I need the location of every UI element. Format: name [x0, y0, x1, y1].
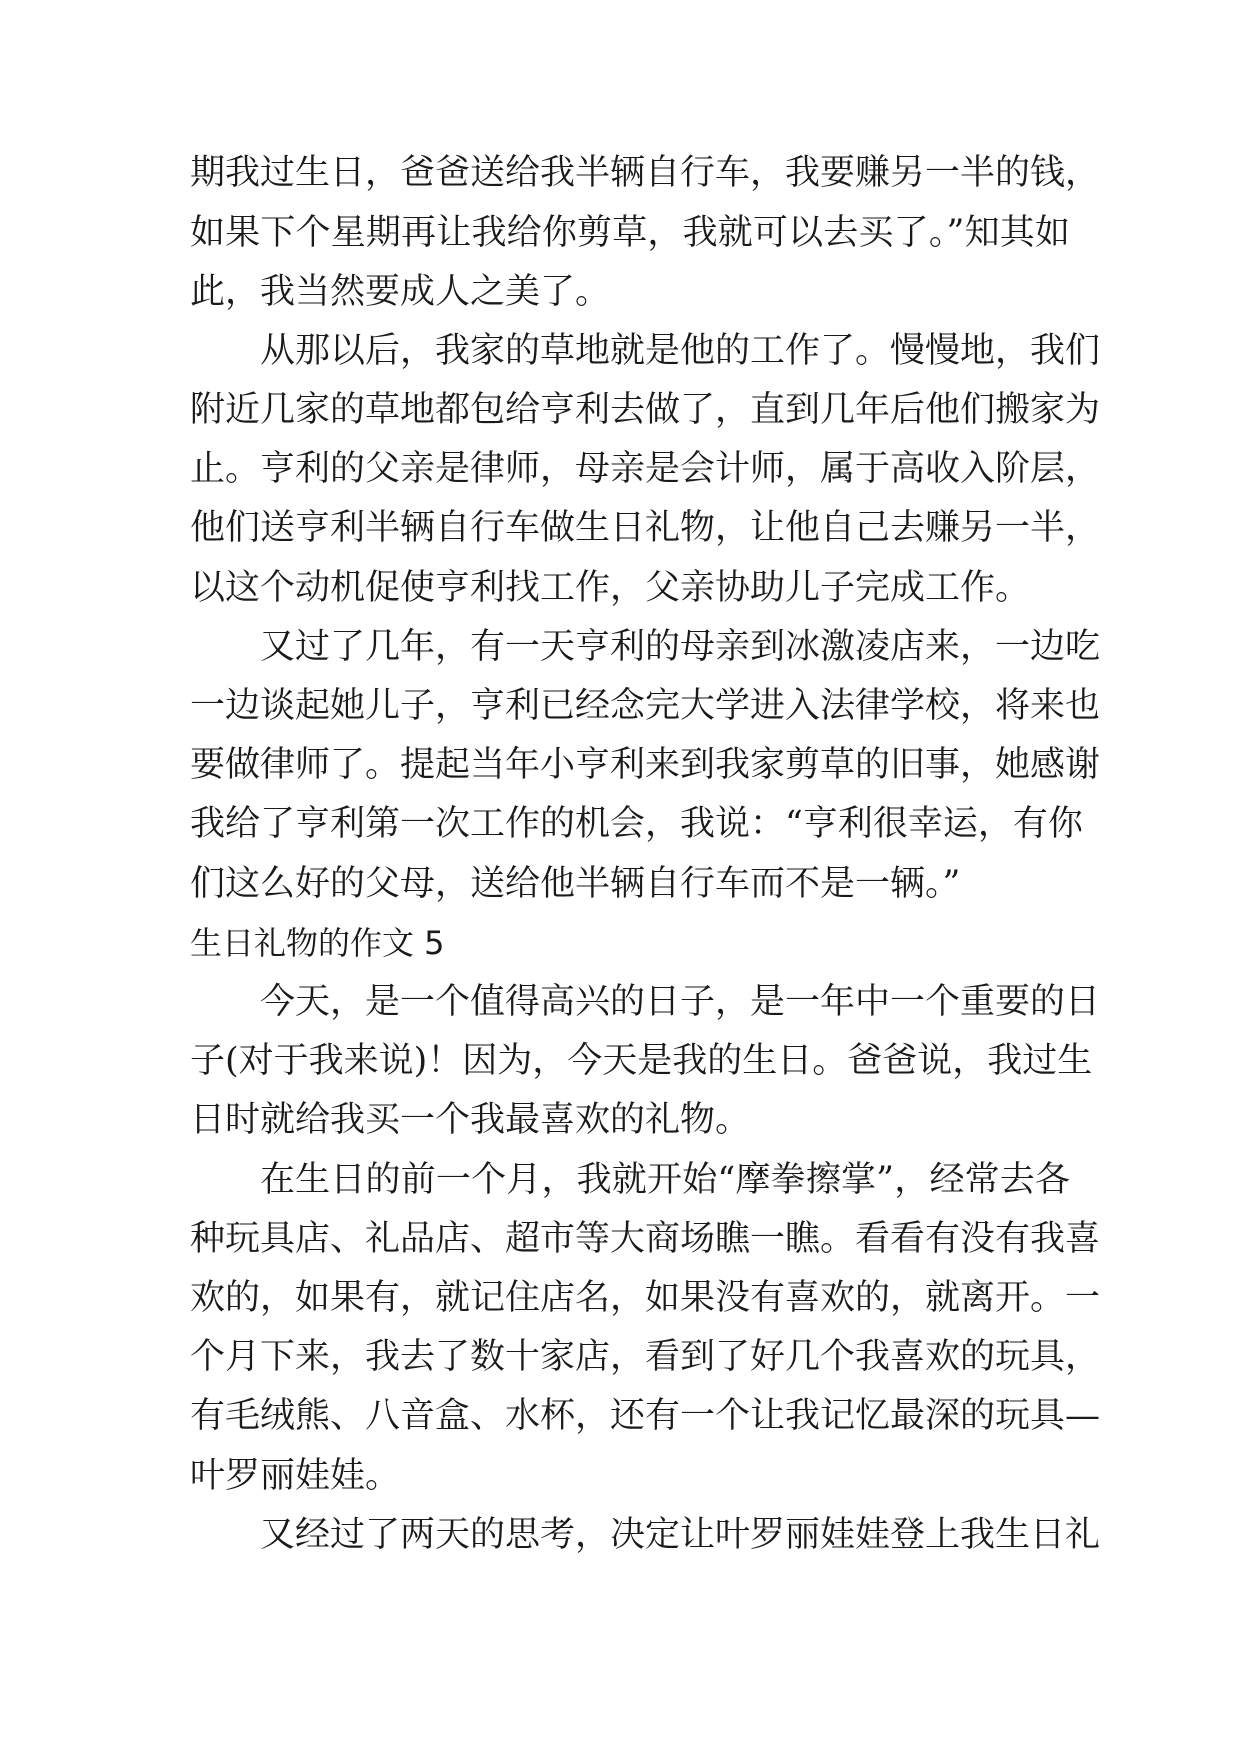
paragraph-6-line-1: 又经过了两天的思考，决定让叶罗丽娃娃登上我生日礼 — [260, 1515, 1101, 1555]
paragraph-5-line-3: 欢的，如果有，就记住店名，如果没有喜欢的，就离开。一 — [190, 1278, 1101, 1318]
paragraph-5-line-5: 有毛绒熊、八音盒、水杯，还有一个让我记忆最深的玩具— — [190, 1396, 1101, 1436]
paragraph-3-line-1: 又过了几年，有一天亨利的母亲到冰激凌店来，一边吃 — [260, 627, 1101, 667]
paragraph-5-line-1: 在生日的前一个月，我就开始“摩拳擦掌”，经常去各 — [260, 1160, 1070, 1200]
paragraph-4-line-3: 日时就给我买一个我最喜欢的礼物。 — [190, 1100, 751, 1140]
paragraph-1-line-3: 此，我当然要成人之美了。 — [190, 272, 611, 312]
paragraph-3-line-3: 要做律师了。提起当年小亨利来到我家剪草的旧事，她感谢 — [190, 745, 1101, 785]
paragraph-5-line-2: 种玩具店、礼品店、超市等大商场瞧一瞧。看看有没有我喜 — [190, 1219, 1101, 1259]
paragraph-2-line-5: 以这个动机促使亨利找工作，父亲协助儿子完成工作。 — [190, 568, 1031, 608]
paragraph-5-line-4: 个月下来，我去了数十家店，看到了好几个我喜欢的玩具， — [190, 1337, 1101, 1377]
paragraph-4-line-2: 子(对于我来说)！因为，今天是我的生日。爸爸说，我过生 — [190, 1041, 1093, 1081]
paragraph-5-line-6: 叶罗丽娃娃。 — [190, 1456, 401, 1496]
paragraph-3-line-2: 一边谈起她儿子，亨利已经念完大学进入法律学校，将来也 — [190, 686, 1101, 726]
paragraph-2-line-1: 从那以后，我家的草地就是他的工作了。慢慢地，我们 — [260, 331, 1101, 371]
paragraph-2-line-3: 止。亨利的父亲是律师，母亲是会计师，属于高收入阶层， — [190, 449, 1101, 489]
paragraph-2-line-2: 附近几家的草地都包给亨利去做了，直到几年后他们搬家为 — [190, 390, 1101, 430]
paragraph-4-line-1: 今天，是一个值得高兴的日子，是一年中一个重要的日 — [260, 982, 1101, 1022]
paragraph-3-line-5: 们这么好的父母，送给他半辆自行车而不是一辆。” — [190, 864, 961, 904]
section-title: 生日礼物的作文 5 — [190, 924, 445, 962]
paragraph-3-line-4: 我给了亨利第一次工作的机会，我说：“亨利很幸运，有你 — [190, 804, 1083, 844]
paragraph-2-line-4: 他们送亨利半辆自行车做生日礼物，让他自己去赚另一半， — [190, 508, 1101, 548]
paragraph-1-line-2: 如果下个星期再让我给你剪草，我就可以去买了。”知其如 — [190, 213, 1070, 253]
paragraph-1-line-1: 期我过生日，爸爸送给我半辆自行车，我要赚另一半的钱， — [190, 153, 1101, 193]
